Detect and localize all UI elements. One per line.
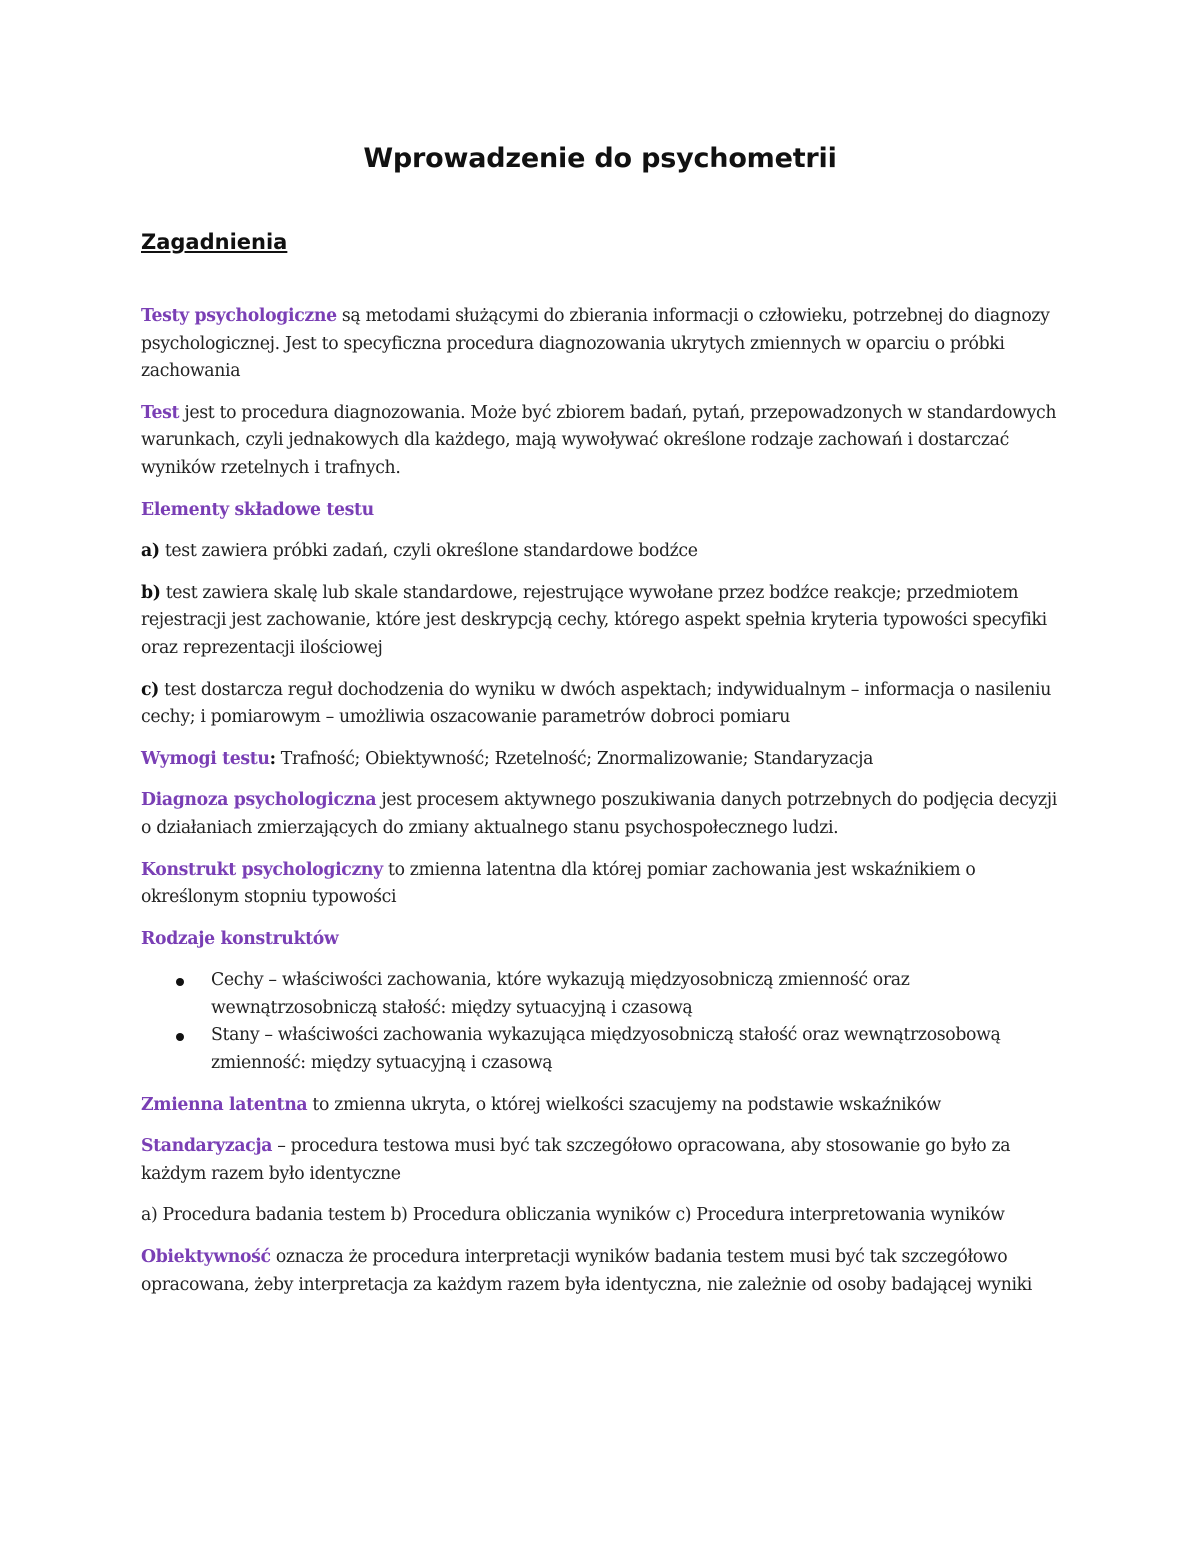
paragraph-procedury: a) Procedura badania testem b) Procedura obliczania wyników c) Procedura interpretowania wyników	[141, 1205, 1005, 1226]
paragraph-text: oznacza że procedura interpretacji wyników badania testem musi być tak szczegółowo opracowana, żeby interpretacja za każdym razem była identyczna, nie zależnie od osoby badającej wyniki	[141, 1247, 1032, 1295]
paragraph-testy-psychologiczne	[141, 303, 1066, 386]
heading-rodzaje-konstruktow: Rodzaje konstruktów	[141, 928, 339, 949]
paragraph-text: – procedura testowa musi być tak szczegółowo opracowana, aby stosowanie go było za każdym razem było identyczne	[141, 1136, 1011, 1184]
paragraph-text: jest to procedura diagnozowania. Może być zbiorem badań, pytań, przepowadzonych w standardowych warunkach, czyli jednakowych dla każdego, mają wywoływać określone rodzaje zachowań i dostarczać wyników rzetelnych i trafnych.	[141, 402, 1057, 478]
paragraph-zmienna-latentna	[141, 1092, 1066, 1120]
paragraph-text: jest procesem aktywnego poszukiwania danych potrzebnych do podjęcia decyzji o działaniach zmierzających do zmiany aktualnego stanu psychospołecznego ludzi.	[141, 790, 1057, 838]
term-testy-psychologiczne: Testy psychologiczne	[141, 306, 337, 326]
paragraph-element-c	[141, 677, 1066, 732]
paragraph-text: Trafność; Obiektywność; Rzetelność; Znormalizowanie; Standaryzacja	[275, 748, 874, 769]
paragraph-test	[141, 400, 1066, 483]
paragraph-standaryzacja	[141, 1133, 1066, 1188]
term-colon: :	[269, 748, 276, 769]
paragraph-text: test zawiera skalę lub skale standardowe, rejestrujące wywołane przez bodźce reakcje; przedmiotem rejestracji jest zachowanie, które jest deskrypcją cechy, którego aspekt spełnia kryteria typowości specyfiki oraz reprezentacji ilościowej	[141, 582, 1047, 658]
term-test: Test	[141, 402, 180, 423]
list-item-text: Stany – właściwości zachowania wykazująca międzyosobniczą stałość oraz wewnątrzosobową zmienność: między sytuacyjną i czasową	[211, 1025, 1001, 1074]
list-item	[141, 967, 1066, 1022]
bullet-icon	[176, 1033, 184, 1041]
paragraph-text: test zawiera próbki zadań, czyli określone standardowe bodźce	[159, 541, 698, 562]
paragraph-element-b	[141, 580, 1066, 663]
page-title: Wprowadzenie do psychometrii	[363, 143, 837, 174]
term-standaryzacja: Standaryzacja	[141, 1136, 273, 1157]
term-obiektywnosc: Obiektywność	[141, 1247, 271, 1268]
paragraph-konstrukt	[141, 857, 1066, 912]
paragraph-wymogi-testu	[141, 746, 1066, 774]
heading-elementy-skladowe: Elementy składowe testu	[141, 499, 374, 520]
paragraph-text: to zmienna latentna dla której pomiar zachowania jest wskaźnikiem o określonym stopniu typowości	[141, 859, 976, 908]
list-marker-b: b)	[141, 582, 161, 603]
list-marker-c: c)	[141, 679, 159, 700]
document-body	[141, 303, 1066, 1313]
paragraph-text: to zmienna ukryta, o której wielkości szacujemy na podstawie wskaźników	[307, 1094, 941, 1115]
term-diagnoza-psychologiczna: Diagnoza psychologiczna	[141, 790, 377, 811]
paragraph-text: są metodami służącymi do zbierania informacji o człowieku, potrzebnej do diagnozy psychologicznej. Jest to specyficzna procedura diagnozowania ukrytych zmiennych w oparciu o próbki zachowania	[141, 306, 1050, 382]
list-marker-a: a)	[141, 541, 160, 562]
bullet-list	[141, 967, 1066, 1077]
section-subtitle: Zagadnienia	[141, 230, 288, 254]
list-item	[141, 1022, 1066, 1077]
list-item-text: Cechy – właściwości zachowania, które wykazują międzyosobniczą zmienność oraz wewnątrzosobniczą stałość: między sytuacyjną i czasową	[211, 970, 910, 1018]
paragraph-obiektywnosc	[141, 1244, 1066, 1299]
term-konstrukt-psychologiczny: Konstrukt psychologiczny	[141, 859, 383, 880]
paragraph-diagnoza	[141, 787, 1066, 842]
paragraph-text: test dostarcza reguł dochodzenia do wyniku w dwóch aspektach; indywidualnym – informacja o nasileniu cechy; i pomiarowym – umożliwia oszacowanie parametrów dobroci pomiaru	[141, 679, 1051, 728]
term-zmienna-latentna: Zmienna latentna	[141, 1094, 308, 1115]
term-wymogi-testu: Wymogi testu	[141, 748, 270, 769]
bullet-icon	[176, 978, 184, 986]
paragraph-element-a	[141, 538, 1066, 566]
